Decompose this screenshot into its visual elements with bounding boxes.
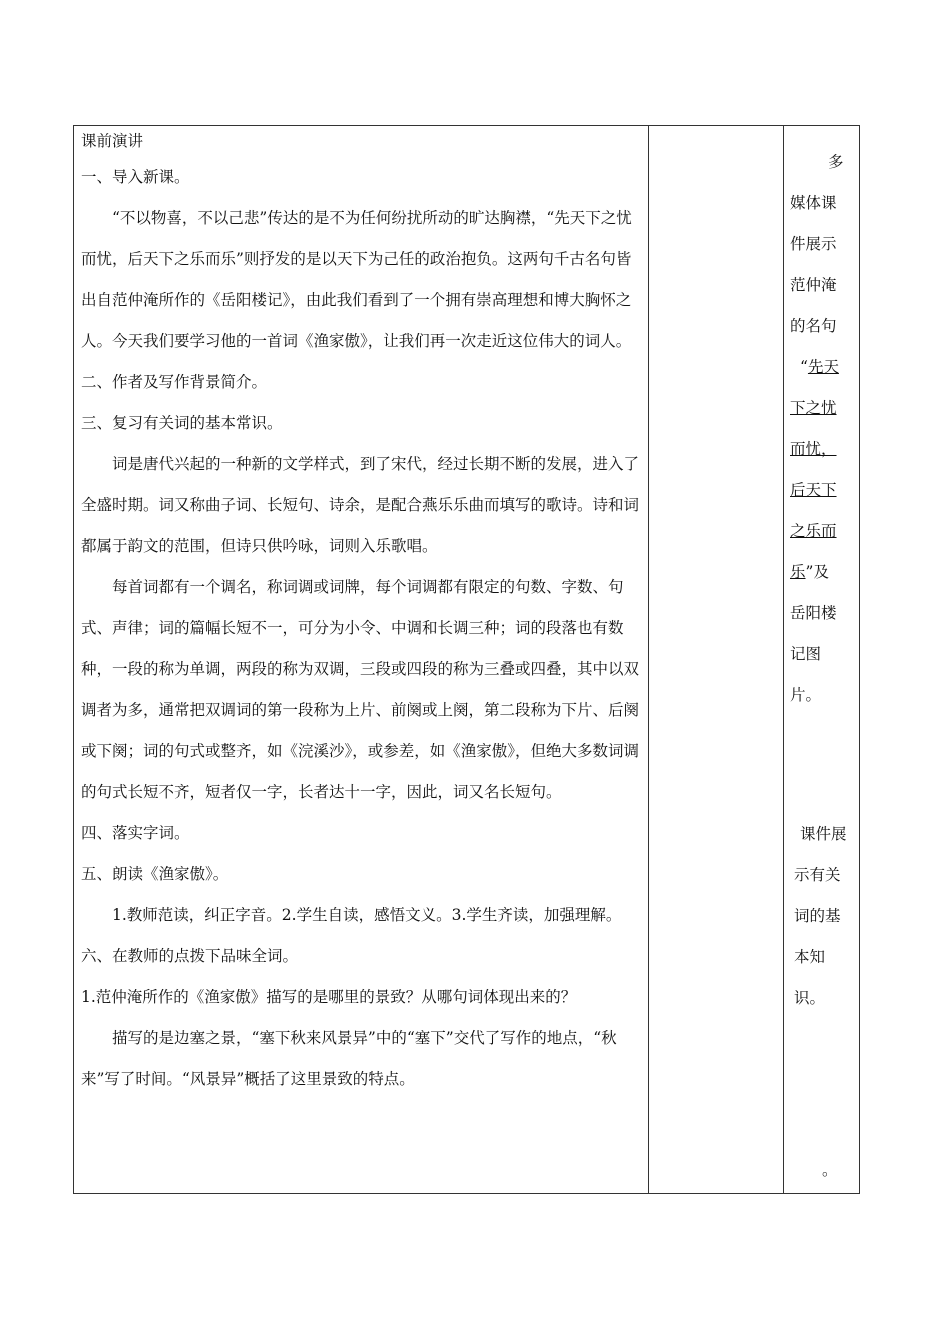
- note-text: 乐: [790, 563, 806, 581]
- question: 1.范仲淹所作的《渔家傲》描写的是哪里的景致？从哪句词体现出来的？: [81, 988, 577, 1006]
- note-line: 而忧，: [790, 440, 837, 458]
- paragraph: 每首词都有一个调名，称词调或词牌，每个词调都有限定的句数、字数、句式、声律；词的篇幅长短不一，可分为小令、中调和长调三种；词的段落也有数种，一段的称为单调，两段的称为双调，三段或四段的称为三叠或四叠，其中以双调者为多，通常把双调词的第一段称为上片、前阕或上阕，第二段称为下片、后阕或下阕；词的句式或整齐，如《浣溪沙》，或参差，如《渔家傲》，但绝大多数词调的句式长短不齐，短者仅一字，长者达十一字，因此，词又名长短句。: [81, 578, 640, 801]
- note-line: 片。: [790, 686, 822, 704]
- note-line: 课件展: [800, 825, 847, 843]
- note-line: 范仲淹: [790, 276, 837, 294]
- section-heading: 三、复习有关词的基本常识。: [81, 414, 283, 432]
- paragraph: 词是唐代兴起的一种新的文学样式，到了宋代，经过长期不断的发展，进入了全盛时期。词又称曲子词、长短句、诗余，是配合燕乐乐曲而填写的歌诗。诗和词都属于韵文的范围，但诗只供吟咏，词则入乐歌唱。: [81, 455, 640, 555]
- note-line: [790, 347, 852, 388]
- note-line: 后天下: [790, 481, 837, 499]
- note-line: [790, 552, 852, 593]
- note-text: 先天: [807, 358, 839, 376]
- note-line: 件展示: [790, 235, 837, 253]
- section-heading: 一、导入新课。: [81, 168, 190, 186]
- note-line: 示有关: [794, 866, 841, 884]
- section-heading: 二、作者及写作背景简介。: [81, 373, 268, 391]
- note-line: 下之忧: [790, 399, 837, 417]
- paragraph: 描写的是边塞之景，“塞下秋来风景异”中的“塞下”交代了写作的地点，“秋来”写了时间。“风景异”概括了这里景致的特点。: [81, 1029, 617, 1088]
- section-heading: 六、在教师的点拨下品味全词。: [81, 947, 299, 965]
- note-line: 的名句: [790, 317, 837, 335]
- note-line: 之乐而: [790, 522, 837, 540]
- note-line: 记图: [790, 645, 822, 663]
- note-line: 识。: [794, 989, 826, 1007]
- note-line: 多: [828, 153, 844, 171]
- side-note-multimedia: [790, 142, 852, 716]
- lesson-content: [81, 129, 639, 1100]
- note-text: ”及: [805, 563, 829, 581]
- column-divider: [783, 126, 784, 1193]
- note-line: 。: [822, 1161, 838, 1179]
- note-line: 媒体课: [790, 194, 837, 212]
- note-text: “: [800, 358, 808, 376]
- section-heading: 四、落实字词。: [81, 824, 190, 842]
- section-heading: 课前演讲: [81, 132, 144, 150]
- side-note-end: [822, 1150, 884, 1191]
- paragraph: “不以物喜，不以己悲”传达的是不为任何纷扰所动的旷达胸襟，“先天下之忧而忧，后天下之乐而乐”则抒发的是以天下为己任的政治抱负。这两句千古名句皆出自范仲淹所作的《岳阳楼记》，由此我们看到了一个拥有崇高理想和博大胸怀之人。今天我们要学习他的一首词《渔家傲》，让我们再一次走近这位伟大的词人。: [81, 209, 632, 350]
- section-heading: 五、朗读《渔家傲》。: [81, 865, 229, 883]
- column-divider: [648, 126, 649, 1193]
- note-line: 岳阳楼: [790, 604, 837, 622]
- note-line: 本知: [794, 948, 826, 966]
- note-line: 词的基: [794, 907, 841, 925]
- side-note-courseware: [794, 814, 856, 1019]
- paragraph: 1.教师范读，纠正字音。2.学生自读，感悟文义。3.学生齐读，加强理解。: [112, 906, 622, 924]
